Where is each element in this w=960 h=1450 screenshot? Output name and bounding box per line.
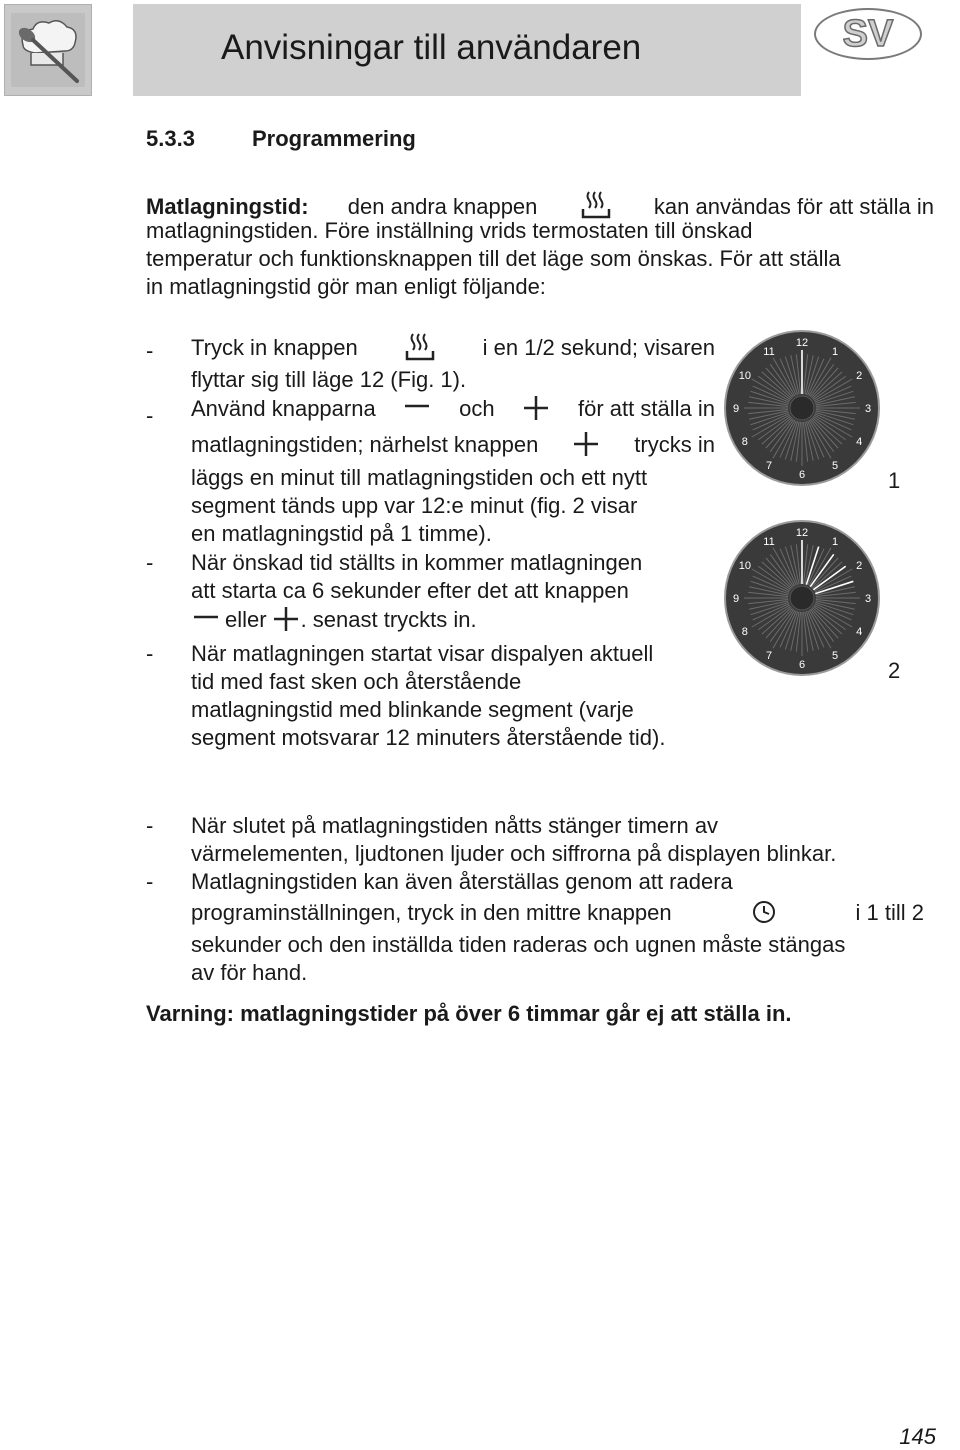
minus-button-icon <box>191 605 221 635</box>
section-title: Programmering <box>252 126 416 151</box>
bullet-2-line-5: en matlagningstid på 1 timme). <box>191 521 492 546</box>
intro-text: den andra knappen <box>347 194 538 219</box>
timer-dial-figure-2 <box>722 518 882 678</box>
bullet-text: segment tänds upp var 12:e minut (fig. 2 visar <box>191 493 638 518</box>
bullet-2-line-2 <box>191 430 715 460</box>
bullet-text: Använd knapparna <box>191 396 376 421</box>
dial-hour-label: 11 <box>763 345 775 358</box>
bullet-2-line-1 <box>191 394 715 424</box>
warning-text: Varning: matlagningstider på över 6 timmar går ej att ställa in. <box>146 1001 792 1026</box>
dial-hour-label: 10 <box>738 560 751 572</box>
intro-text: matlagningstiden. Före inställning vrids termostaten till önskad <box>146 218 753 243</box>
intro-text: in matlagningstid gör man enligt följande: <box>146 274 546 299</box>
bullet-4-line-2: tid med fast sken och återstående <box>191 669 522 694</box>
bullet-dash: - <box>146 550 154 575</box>
header-title-bar <box>133 4 801 96</box>
dial-hour-label: 2 <box>856 560 863 572</box>
dial-hour-label: 1 <box>831 345 839 358</box>
bullet-text: När matlagningen startat visar dispalyen aktuell <box>191 641 654 666</box>
bullet-2-line-4 <box>191 492 715 520</box>
bullet-6-line-3 <box>191 931 924 959</box>
bullet-text: trycks in <box>634 432 715 457</box>
bullet-text: läggs en minut till matlagningstiden och ett nytt <box>191 465 648 490</box>
timer-dial-figure-1 <box>722 328 882 488</box>
page-number: 145 <box>899 1424 936 1449</box>
bullet-text: sekunder och den inställda tiden raderas och ugnen måste stängas <box>191 932 846 957</box>
language-badge <box>814 8 922 60</box>
bullet-text: eller <box>225 607 267 632</box>
bullet-text: . senast tryckts in. <box>300 607 477 632</box>
bullet-text: När slutet på matlagningstiden nåtts stänger timern av <box>191 813 719 838</box>
dial-hour-label: 6 <box>798 469 806 481</box>
bullet-text: programinställningen, tryck in den mittre knappen <box>191 900 672 925</box>
page-title: Anvisningar till användaren <box>221 28 642 67</box>
dial-hour-label: 4 <box>856 436 863 448</box>
bullet-1-line-2: flyttar sig till läge 12 (Fig. 1). <box>191 367 467 392</box>
bullet-6-line-1: Matlagningstiden kan även återställas genom att radera <box>191 869 733 894</box>
bullet-text: i 1 till 2 <box>855 900 924 925</box>
bullet-4-line-4: segment motsvarar 12 minuters återstående tid). <box>191 725 666 750</box>
dial-hour-label: 9 <box>732 403 740 415</box>
dial-hour-label: 1 <box>831 535 839 548</box>
bullet-3-line-1: När önskad tid ställts in kommer matlagningen <box>191 550 643 575</box>
figure-label-1: 1 <box>888 468 901 493</box>
bullet-text: matlagningstiden; närhelst knappen <box>191 432 539 457</box>
dial-hour-label: 7 <box>765 460 773 473</box>
dial-hour-label: 5 <box>831 460 839 473</box>
intro-text: temperatur och funktionsknappen till det läge som önskas. För att ställa <box>146 246 841 271</box>
section-number: 5.3.3 <box>146 126 195 151</box>
dial-hour-label: 10 <box>738 370 751 382</box>
bullet-6-line-2 <box>191 898 924 928</box>
dial-hour-label: 3 <box>864 593 872 605</box>
dial-center <box>790 586 814 610</box>
bullet-2-line-3 <box>191 464 715 492</box>
bullet-4-line-3: matlagningstid med blinkande segment (varje <box>191 697 634 722</box>
bullet-6-line-4: av för hand. <box>191 960 308 985</box>
dial-hour-label: 4 <box>856 626 863 638</box>
bullet-text: och <box>459 396 495 421</box>
dial-hour-label: 12 <box>795 527 809 539</box>
figure-label-2: 2 <box>888 658 901 683</box>
dial-hour-label: 6 <box>798 659 806 671</box>
dial-hour-label: 12 <box>795 337 809 349</box>
logo-box <box>4 4 92 96</box>
chef-hat-spoon-icon <box>5 5 91 95</box>
bullet-text: Tryck in knappen <box>191 335 358 360</box>
bullet-3-line-3 <box>191 605 477 635</box>
bullet-4-line-1 <box>191 640 715 668</box>
dial-hour-label: 5 <box>831 650 839 663</box>
minus-button-icon <box>402 394 432 424</box>
bullet-dash: - <box>146 869 154 894</box>
clock-button-icon <box>749 898 779 928</box>
bullet-dash: - <box>146 813 154 838</box>
dial-hour-label: 7 <box>765 650 773 663</box>
intro-term: Matlagningstid: <box>146 194 309 219</box>
intro-text: kan användas för att ställa in <box>653 194 934 219</box>
dial-hour-label: 3 <box>864 403 872 415</box>
bullet-dash: - <box>146 641 154 666</box>
bullet-5-line-2: värmelementen, ljudtonen ljuder och siffrorna på displayen blinkar. <box>191 841 837 866</box>
plus-button-icon <box>271 605 301 635</box>
bullet-3-line-2: att starta ca 6 sekunder efter det att knappen <box>191 578 629 603</box>
bullet-dash: - <box>146 403 154 428</box>
intro-line-4 <box>146 273 546 301</box>
dial-center <box>790 396 814 420</box>
dial-hour-label: 8 <box>741 626 748 638</box>
bullet-text: i en 1/2 sekund; visaren <box>482 335 715 360</box>
section-heading <box>146 126 416 152</box>
bullet-dash: - <box>146 338 154 363</box>
language-code: SV <box>842 13 894 55</box>
plus-button-icon <box>571 430 601 460</box>
bullet-5-line-1 <box>191 812 924 840</box>
dial-hour-label: 8 <box>741 436 748 448</box>
bullet-1-line-1 <box>191 331 715 365</box>
dial-hour-label: 11 <box>763 535 775 548</box>
cooking-time-button-icon <box>405 331 435 365</box>
dial-hour-label: 9 <box>732 593 740 605</box>
intro-line-3 <box>146 245 934 273</box>
intro-line-2 <box>146 217 934 245</box>
plus-button-icon <box>521 394 551 424</box>
bullet-text: för att ställa in <box>578 396 715 421</box>
dial-hour-label: 2 <box>856 370 863 382</box>
